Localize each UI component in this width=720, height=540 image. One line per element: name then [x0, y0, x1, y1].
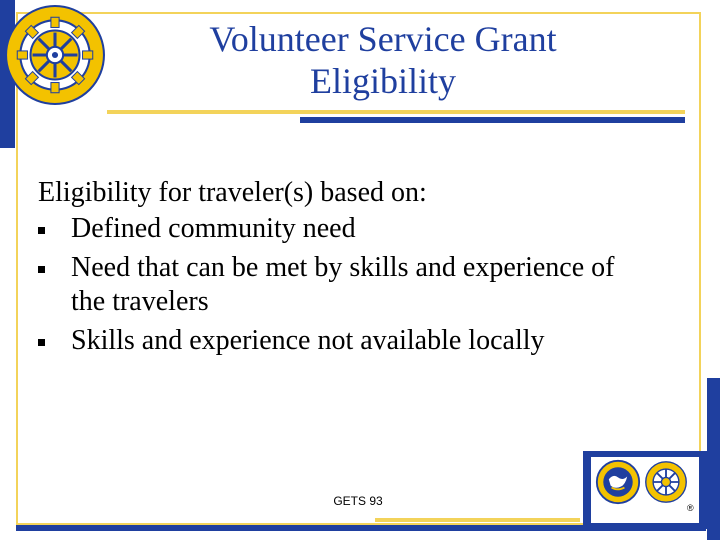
bullet-text: Need that can be met by skills and experience of — [71, 252, 615, 283]
square-bullet-icon — [38, 339, 45, 346]
rotary-wheel-small-icon — [643, 459, 689, 505]
registered-mark: ® — [687, 503, 694, 513]
bullet-text-continued: the travelers — [71, 286, 209, 317]
footer-rule-gold — [375, 518, 580, 522]
square-bullet-icon — [38, 227, 45, 234]
slide-title — [112, 18, 654, 102]
bullet-list — [38, 212, 708, 358]
rotary-foundation-logo-icon — [595, 459, 641, 505]
footer-label: GETS 93 — [333, 494, 383, 508]
title-line-2: Eligibility — [309, 61, 456, 101]
slide-body — [38, 176, 708, 363]
title-rule-blue — [300, 117, 685, 123]
rotary-logo-icon — [4, 4, 106, 106]
bullet-item — [38, 324, 708, 358]
title-line-1: Volunteer Service Grant — [209, 19, 557, 59]
title-rule-gold — [107, 110, 685, 114]
bullet-item — [38, 212, 708, 246]
right-accent-bar — [707, 378, 720, 540]
square-bullet-icon — [38, 266, 45, 273]
bullet-item — [38, 251, 708, 319]
bullet-text: Defined community need — [71, 213, 356, 244]
bullet-text: Skills and experience not available locally — [71, 325, 545, 356]
lead-text: Eligibility for traveler(s) based on: — [38, 177, 427, 208]
footer-logo-panel — [583, 451, 707, 529]
